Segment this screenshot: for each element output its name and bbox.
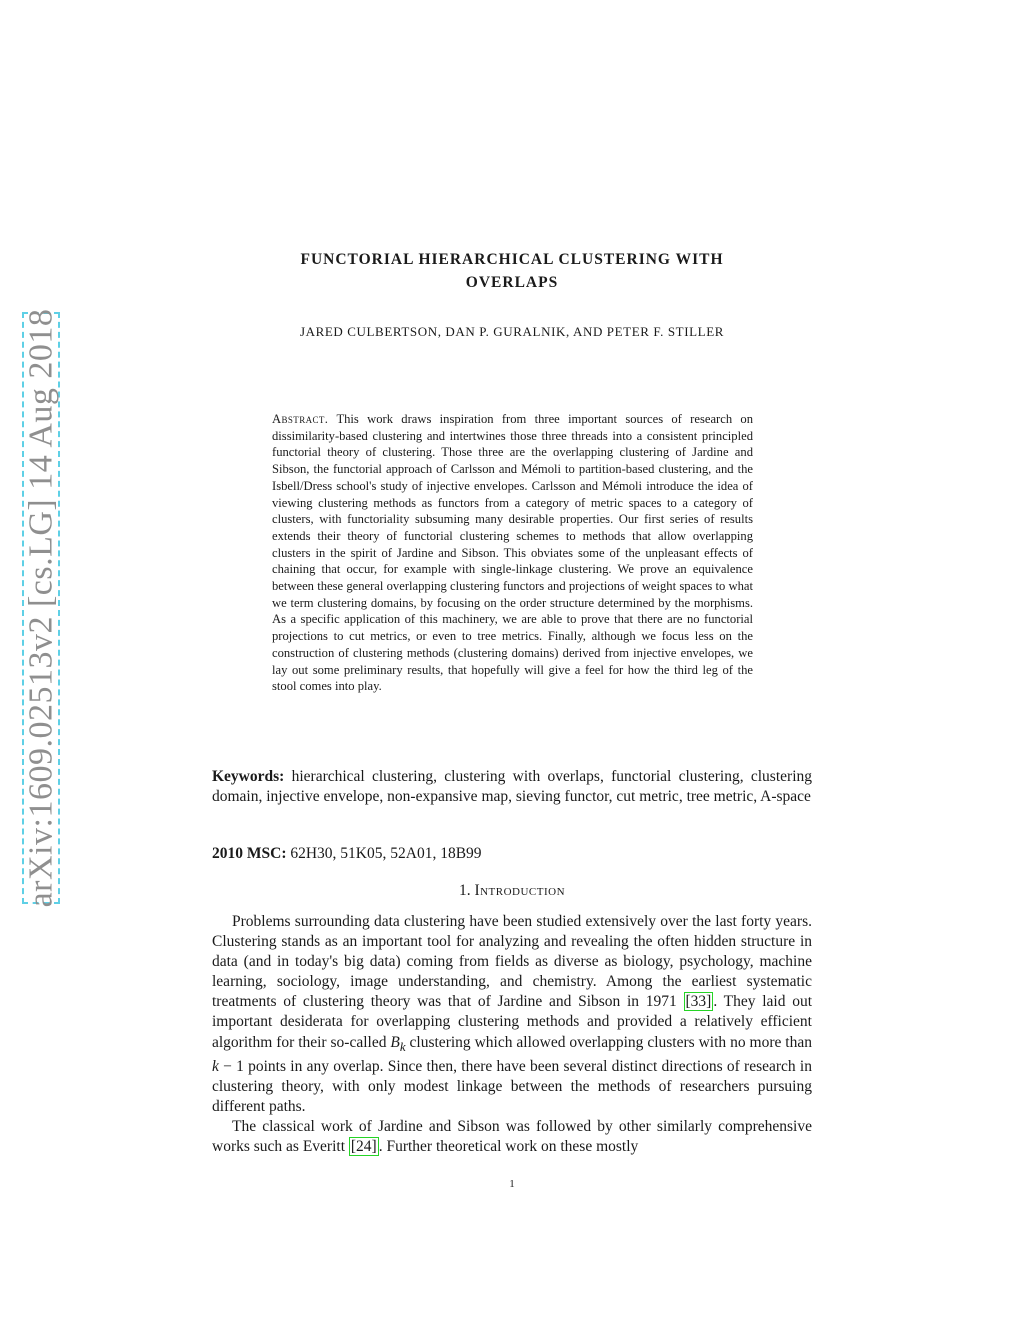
section-heading	[212, 882, 812, 900]
abstract	[272, 411, 753, 695]
msc-label: 2010 MSC:	[212, 845, 287, 862]
paragraph-1-text-b: . They laid out important desiderata for overlapping clustering methods and provided a relatively efficient algorithm for their so-called	[212, 993, 812, 1051]
keywords	[212, 767, 812, 807]
paragraph-1-text-d: − 1 points in any overlap. Since then, there have been several distinct directions of research in clustering theory, with only modest linkage between the methods of researchers pursuing different paths.	[212, 1057, 812, 1115]
keywords-label: Keywords:	[212, 768, 285, 785]
author-list: JARED CULBERTSON, DAN P. GURALNIK, AND PETER F. STILLER	[299, 324, 725, 339]
msc-codes: 62H30, 51K05, 52A01, 18B99	[290, 845, 482, 862]
paragraph-1-text-a: Problems surrounding data clustering have been studied extensively over the last forty years. Clustering stands as an important tool for analyzing and revealing the often hidden structure in data (and in today's big data) coming from fields as diverse as biology, psychology, machine learning, sociology, image understanding, and chemistry. Among the earliest systematic treatments of clustering theory was that of Jardine and Sibson in 1971	[212, 913, 812, 1011]
paragraph-1-text-c: clustering which allowed overlapping clusters with no more than	[405, 1033, 812, 1051]
msc-classification	[212, 845, 812, 863]
paragraph-2-text-b: . Further theoretical work on these mostly	[378, 1138, 639, 1156]
introduction-body	[212, 912, 812, 1157]
title-line-2: OVERLAPS	[465, 274, 559, 291]
keywords-text: hierarchical clustering, clustering with overlaps, functorial clustering, clustering domain, injective envelope, non-expansive map, sieving functor, cut metric, tree metric, A-space	[212, 768, 812, 806]
section-number: 1.	[458, 882, 471, 899]
paragraph-2-text-a: The classical work of Jardine and Sibson was followed by other similarly comprehensive works such as Everitt	[212, 1118, 812, 1156]
math-b: B	[390, 1033, 400, 1051]
citation-link-33[interactable]: [33]	[685, 993, 712, 1011]
math-k: k	[212, 1057, 219, 1075]
section-title: Introduction	[474, 882, 566, 899]
math-k-subscript: k	[399, 1038, 406, 1054]
arxiv-identifier-text: arXiv:1609.02513v2 [cs.LG] 14 Aug 2018	[22, 308, 60, 908]
abstract-text: This work draws inspiration from three important sources of research on dissimilarity-based clustering and intertwines those three threads into a consistent principled functorial theory of clustering. Those three are the overlapping clustering of Jardine and Sibson, the functorial approach of Carlsson and Mémoli to partition-based clustering, and the Isbell/Dress school's study of injective envelopes. Carlsson and Mémoli introduce the idea of viewing clustering methods as functors from a category of metric spaces to a category of clusters, with functoriality subsuming many desirable properties. Our first series of results extends their theory of functorial clustering schemes to methods that allow overlapping clusters in the spirit of Jardine and Sibson. This obviates some of the unpleasant effects of chaining that occur, for example with single-linkage clustering. We prove an equivalence between these general overlapping clustering functors and projections of weight spaces to what we term clustering domains, by focusing on the order structure determined by the morphisms. As a specific application of this machinery, we are able to prove that there are no functorial projections to cut metrics, or even to tree metrics. Finally, although we focus less on the construction of clustering methods (clustering domains) derived from injective envelopes, we lay out some preliminary results, that hopefully will give a feel for how the third leg of the stool comes into play.	[272, 412, 754, 694]
paragraph-2	[212, 1117, 812, 1157]
title-line-1: FUNCTORIAL HIERARCHICAL CLUSTERING WITH	[300, 251, 724, 268]
page-number: 1	[509, 1178, 515, 1190]
arxiv-identifier-stamp[interactable]	[22, 308, 60, 908]
citation-link-24[interactable]: [24]	[350, 1138, 377, 1156]
paragraph-1	[212, 912, 812, 1117]
paper-title	[212, 248, 812, 294]
abstract-label: Abstract.	[272, 412, 329, 426]
